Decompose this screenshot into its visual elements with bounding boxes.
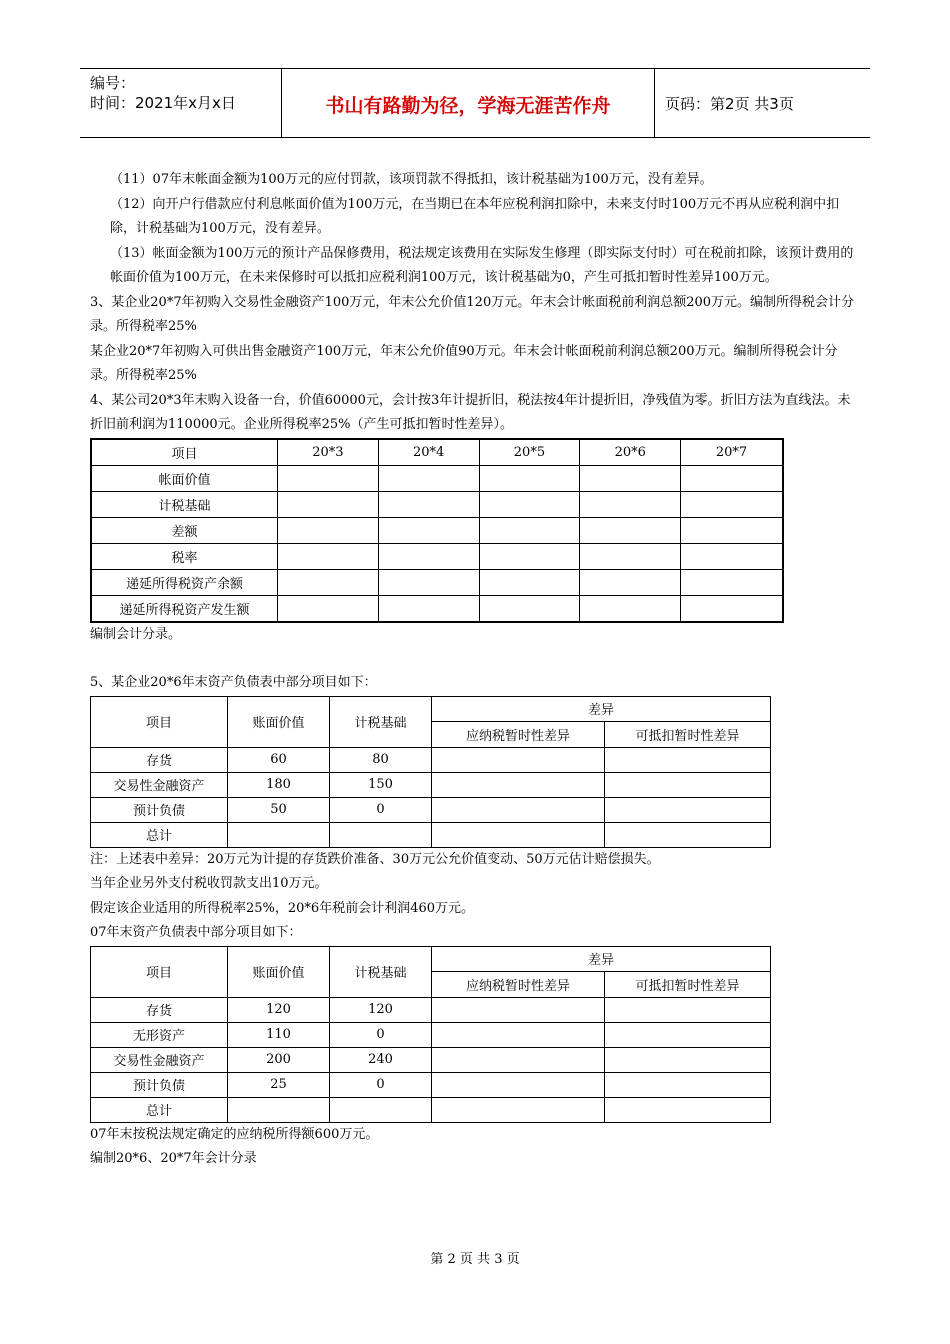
- table-cell: [432, 1072, 605, 1097]
- table-cell: [580, 569, 681, 595]
- table-cell: [605, 822, 771, 847]
- table-cell: [605, 1097, 771, 1122]
- table-cell: 25: [228, 1072, 330, 1097]
- table-header-cell: 20*6: [580, 439, 681, 466]
- note-text: 假定该企业适用的所得税率25%，20*6年税前会计利润460万元。: [90, 900, 475, 916]
- question-3-variant: 某企业20*7年初购入可供出售金融资产100万元，年末公允价值90万元。年末会计帐面税前利润总额200万元。编制所得税会计分录。所得税率25%: [90, 343, 838, 383]
- table-cell: [330, 1097, 432, 1122]
- date-label: 时间：2021年x月x日: [90, 94, 236, 112]
- table-cell: [580, 465, 681, 491]
- note-text: 注：上述表中差异：20万元为计提的存货跌价准备、30万元公允价值变动、50万元估计赔偿损失。: [90, 851, 660, 867]
- table-row: [91, 822, 771, 847]
- closing-text: 07年末按税法规定确定的应纳税所得额600万元。: [90, 1126, 379, 1142]
- table-cell: 60: [228, 747, 330, 772]
- table-cell: [278, 465, 379, 491]
- table-row: [91, 1022, 771, 1047]
- table-cell: [432, 797, 605, 822]
- table-cell: [479, 595, 580, 622]
- header-meta: [90, 73, 236, 113]
- table-cell: 50: [228, 797, 330, 822]
- table-cell: [479, 491, 580, 517]
- table-cell: 0: [330, 1022, 432, 1047]
- table-cell: [681, 517, 783, 543]
- row-label: 递延所得税资产发生额: [91, 595, 278, 622]
- table-cell: [330, 822, 432, 847]
- page-indicator: 页码：第2页 共3页: [665, 95, 794, 113]
- table-cell: 110: [228, 1022, 330, 1047]
- row-label: 计税基础: [91, 491, 278, 517]
- note-text: 当年企业另外支付税收罚款支出10万元。: [90, 876, 328, 891]
- row-label: 差额: [91, 517, 278, 543]
- table-header-cell: 差异: [432, 696, 771, 722]
- table-cell: [479, 465, 580, 491]
- question-3: 3、某企业20*7年初购入交易性金融资产100万元，年末公允价值120万元。年末会计帐面税前利润总额200万元。编制所得税会计分录。所得税率25%: [90, 294, 855, 334]
- table-header-cell: 账面价值: [228, 946, 330, 997]
- table-cell: [228, 1097, 330, 1122]
- table-header-cell: 项目: [91, 439, 278, 466]
- document-body: [90, 168, 862, 1172]
- row-label: 存货: [91, 747, 228, 772]
- table-header-cell: 项目: [91, 696, 228, 747]
- table-cell: [580, 543, 681, 569]
- row-label: 无形资产: [91, 1022, 228, 1047]
- table-cell: [432, 822, 605, 847]
- table-cell: [605, 772, 771, 797]
- table-cell: 200: [228, 1047, 330, 1072]
- table-header-cell: 计税基础: [330, 696, 432, 747]
- table-cell: [580, 595, 681, 622]
- row-label: 存货: [91, 997, 228, 1022]
- table-row: [91, 1047, 771, 1072]
- table-cell: [278, 569, 379, 595]
- table-cell: [605, 1022, 771, 1047]
- table-cell: 180: [228, 772, 330, 797]
- row-label: 递延所得税资产余额: [91, 569, 278, 595]
- table-cell: [228, 822, 330, 847]
- table-cell: [432, 1022, 605, 1047]
- table-cell: [681, 595, 783, 622]
- table-cell: [378, 517, 479, 543]
- table-cell: 80: [330, 747, 432, 772]
- table-header-cell: 账面价值: [228, 696, 330, 747]
- depreciation-table: [90, 438, 784, 623]
- row-label: 预计负债: [91, 797, 228, 822]
- page-footer: 第 2 页 共 3 页: [430, 1252, 520, 1267]
- question-4: 4、某公司20*3年末购入设备一台，价值60000元，会计按3年计提折旧，税法按4年计提折旧，净残值为零。折旧方法为直线法。未折旧前利润为110000元。企业所得税率25%（产生可抵扣暂时性差异）。: [90, 392, 851, 432]
- page-header: [80, 68, 870, 138]
- number-label: 编号：: [90, 74, 136, 92]
- table-cell: [278, 595, 379, 622]
- table-row: [91, 569, 783, 595]
- table-header-row: [91, 696, 771, 722]
- table-cell: [378, 491, 479, 517]
- header-divider: [654, 69, 655, 137]
- table-header-cell: 可抵扣暂时性差异: [605, 972, 771, 998]
- table-cell: [681, 465, 783, 491]
- row-label: 帐面价值: [91, 465, 278, 491]
- table-header-cell: 20*3: [278, 439, 379, 466]
- closing-text: 编制20*6、20*7年会计分录: [90, 1151, 257, 1166]
- row-label: 税率: [91, 543, 278, 569]
- row-label: 总计: [91, 1097, 228, 1122]
- table-cell: [432, 997, 605, 1022]
- paragraph-item-11: （11）07年末帐面金额为100万元的应付罚款，该项罚款不得抵扣，该计税基础为100万元，没有差异。: [110, 172, 713, 187]
- header-motto: 书山有路勤为径，学海无涯苦作舟: [325, 95, 611, 117]
- table-cell: [378, 543, 479, 569]
- table-row: [91, 517, 783, 543]
- table-header-cell: 差异: [432, 946, 771, 972]
- table-cell: [378, 569, 479, 595]
- table-cell: [432, 772, 605, 797]
- table-cell: [681, 491, 783, 517]
- table-cell: [378, 465, 479, 491]
- table-cell: [378, 595, 479, 622]
- spacer: [90, 647, 862, 671]
- row-label: 交易性金融资产: [91, 772, 228, 797]
- table-header-row: [91, 439, 783, 466]
- table-cell: [278, 517, 379, 543]
- table-header-cell: 应纳税暂时性差异: [432, 722, 605, 748]
- table-cell: [432, 1047, 605, 1072]
- table-cell: 0: [330, 797, 432, 822]
- paragraph-item-12: （12）向开户行借款应付利息帐面价值为100万元，在当期已在本年应税利润扣除中，未来支付时100万元不再从应税利润中扣除，计税基础为100万元，没有差异。: [110, 196, 840, 236]
- note-text: 07年末资产负债表中部分项目如下：: [90, 925, 302, 940]
- table-row: [91, 797, 771, 822]
- table-cell: [681, 569, 783, 595]
- table-cell: [681, 543, 783, 569]
- table-row: [91, 465, 783, 491]
- table-header-cell: 20*4: [378, 439, 479, 466]
- row-label: 交易性金融资产: [91, 1047, 228, 1072]
- table-cell: 120: [330, 997, 432, 1022]
- row-label: 预计负债: [91, 1072, 228, 1097]
- table-row: [91, 997, 771, 1022]
- table-row: [91, 1072, 771, 1097]
- instruction-text: 编制会计分录。: [90, 626, 182, 642]
- table-cell: [605, 997, 771, 1022]
- table-cell: 0: [330, 1072, 432, 1097]
- table-cell: [580, 517, 681, 543]
- table-cell: [432, 1097, 605, 1122]
- table-cell: [432, 747, 605, 772]
- table-header-cell: 可抵扣暂时性差异: [605, 722, 771, 748]
- table-cell: [479, 543, 580, 569]
- balance-sheet-table-2007: [90, 946, 771, 1123]
- table-cell: [479, 517, 580, 543]
- table-header-cell: 应纳税暂时性差异: [432, 972, 605, 998]
- table-cell: 240: [330, 1047, 432, 1072]
- table-header-cell: 20*7: [681, 439, 783, 466]
- question-5: 5、某企业20*6年末资产负债表中部分项目如下：: [90, 675, 377, 690]
- table-cell: [278, 543, 379, 569]
- table-cell: [278, 491, 379, 517]
- table-cell: [605, 797, 771, 822]
- table-row: [91, 543, 783, 569]
- table-cell: [479, 569, 580, 595]
- table-row: [91, 772, 771, 797]
- table-row: [91, 1097, 771, 1122]
- table-row: [91, 491, 783, 517]
- table-cell: [605, 1047, 771, 1072]
- table-header-cell: 计税基础: [330, 946, 432, 997]
- table-row: [91, 595, 783, 622]
- table-header-cell: 项目: [91, 946, 228, 997]
- table-cell: 120: [228, 997, 330, 1022]
- table-cell: 150: [330, 772, 432, 797]
- table-cell: [605, 1072, 771, 1097]
- paragraph-item-13: （13）帐面金额为100万元的预计产品保修费用，税法规定该费用在实际发生修理（即实际支付时）可在税前扣除，该预计费用的帐面价值为100万元，在未来保修时可以抵扣应税利润100万元，该计税基础为0，产生可抵扣暂时性差异100万元。: [110, 245, 854, 285]
- row-label: 总计: [91, 822, 228, 847]
- table-cell: [580, 491, 681, 517]
- table-header-cell: 20*5: [479, 439, 580, 466]
- balance-sheet-table-2006: [90, 696, 771, 848]
- table-header-row: [91, 946, 771, 972]
- table-row: [91, 747, 771, 772]
- table-cell: [605, 747, 771, 772]
